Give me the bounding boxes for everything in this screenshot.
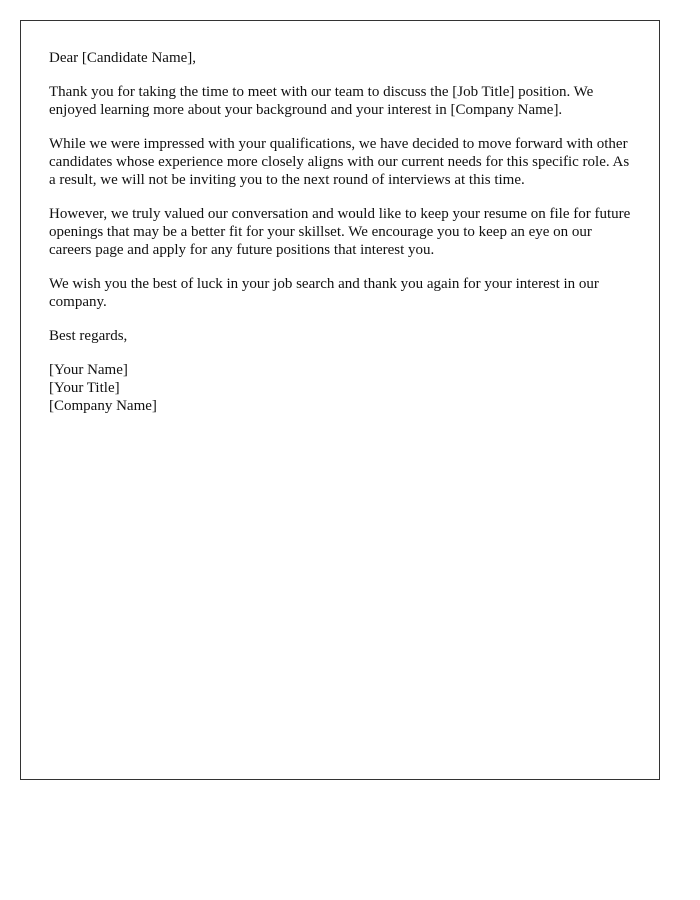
letter-container: [20, 20, 660, 780]
salutation: Dear [Candidate Name],: [49, 50, 197, 66]
paragraph-resume-on-file: However, we truly valued our conversation and would like to keep your resume on file for future openings that may be a better fit for your skillset. We encourage you to keep an eye on our careers page and apply for any future positions that interest you.: [49, 206, 631, 258]
signature-name: [Your Name]: [49, 362, 128, 378]
signature-title: [Your Title]: [49, 380, 120, 396]
closing: Best regards,: [49, 328, 128, 344]
paragraph-decision: While we were impressed with your qualifications, we have decided to move forward with other candidates whose experience more closely aligns with our current needs for this specific role. As a result, we will not be inviting you to the next round of interviews at this time.: [49, 136, 630, 188]
signature-block: [49, 361, 635, 415]
letter-body: [49, 49, 635, 415]
paragraph-well-wishes: We wish you the best of luck in your job search and thank you again for your interest in our company.: [49, 276, 599, 310]
signature-company: [Company Name]: [49, 398, 157, 414]
paragraph-meeting-thanks: Thank you for taking the time to meet with our team to discuss the [Job Title] position. We enjoyed learning more about your background and your interest in [Company Name].: [49, 84, 594, 118]
